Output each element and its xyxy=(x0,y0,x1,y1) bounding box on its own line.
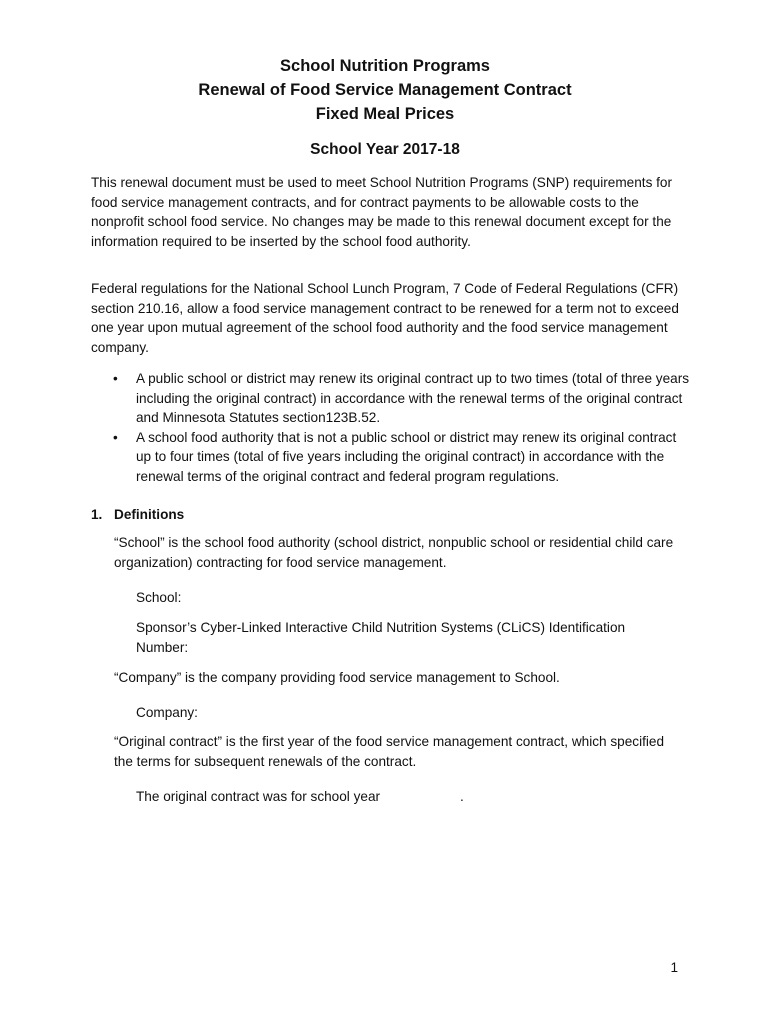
original-contract-definition: “Original contract” is the first year of the food service management contract, which specified the terms for subsequent renewals of the contract. xyxy=(114,734,665,769)
school-year-heading: School Year 2017-18 xyxy=(310,141,460,158)
renewal-rules-list xyxy=(91,369,691,486)
page-number: 1 xyxy=(670,960,678,975)
bullet-text: A public school or district may renew its original contract up to two times (total of three years including the original contract) in accordance with the renewal terms of the original contract and Minnesota Statutes section123B.52. xyxy=(136,371,690,425)
company-definition: “Company” is the company providing food service management to School. xyxy=(114,670,560,685)
bullet-icon: • xyxy=(113,429,118,445)
original-contract-year-line xyxy=(136,787,676,807)
bullet-icon: • xyxy=(113,371,118,386)
section-number: 1. xyxy=(91,507,103,522)
title-line-2: Renewal of Food Service Management Contract xyxy=(198,81,572,99)
school-field-label: School: xyxy=(136,590,182,605)
title-line-3: Fixed Meal Prices xyxy=(315,105,455,123)
original-contract-label: The original contract was for school year xyxy=(136,789,381,804)
title-line-1: School Nutrition Programs xyxy=(280,57,490,75)
bullet-text: A school food authority that is not a public school or district may renew its original contract up to four times (total of five years including the original contract) in accordance with the renewal terms of the original contract and federal program regulations. xyxy=(136,429,677,484)
period: . xyxy=(460,789,464,804)
school-definition: “School” is the school food authority (school district, nonpublic school or residential child care organization) contracting for food service management. xyxy=(114,535,674,570)
list-item xyxy=(91,369,691,428)
company-field-label: Company: xyxy=(136,705,198,720)
list-item xyxy=(91,428,691,487)
section-title: Definitions xyxy=(114,507,185,522)
document-title xyxy=(0,54,770,126)
sponsor-id-field-label: Sponsor’s Cyber-Linked Interactive Child Nutrition Systems (CLiCS) Identification Number: xyxy=(136,620,626,655)
intro-paragraph-1: This renewal document must be used to meet School Nutrition Programs (SNP) requirements for food service management contracts, and for contract payments to be allowable costs to the nonprofit school food service. No changes may be made to this renewal document except for the information required to be inserted by the school food authority. xyxy=(91,175,673,249)
definitions-heading xyxy=(91,507,184,522)
intro-paragraph-2: Federal regulations for the National School Lunch Program, 7 Code of Federal Regulations (CFR) section 210.16, allow a food service management contract to be renewed for a term not to exceed one year upon mutual agreement of the school food authority and the food service management company. xyxy=(91,281,679,355)
